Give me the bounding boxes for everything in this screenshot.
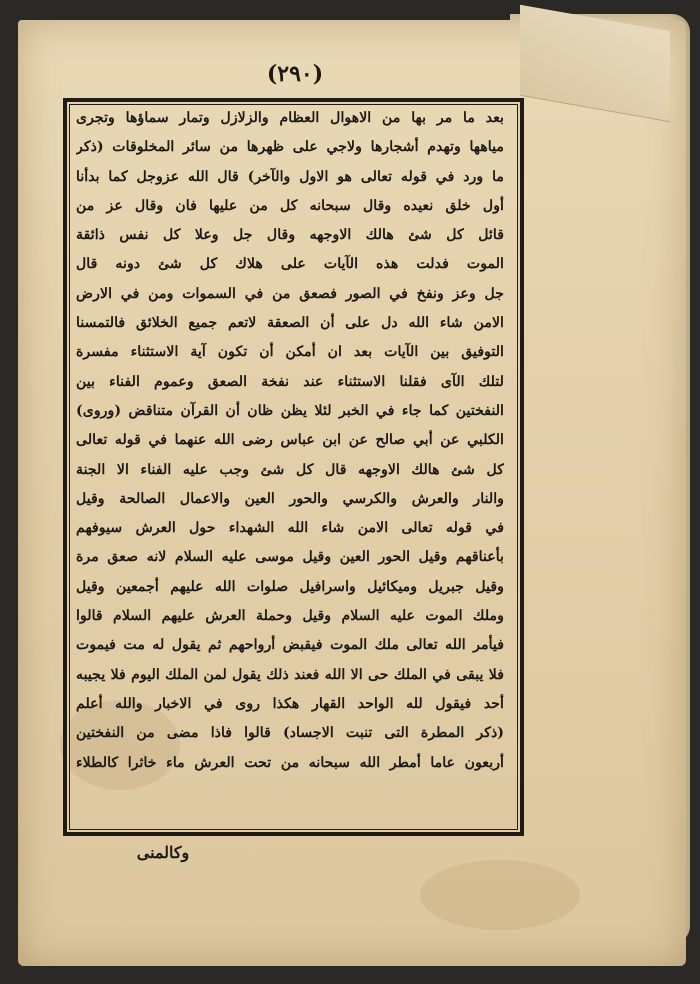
text-line: الموت فدلت هذه الآيات على هلاك كل شئ دونه قال — [76, 256, 504, 273]
text-line: بأعناقهم وقيل الحور العين وقيل موسى عليه السلام لانه صعق مرة — [76, 549, 504, 566]
text-line: أحد فيقول لله الواحد القهار هكذا روى في الاخبار والله أعلم — [76, 695, 504, 712]
text-line: (ذكر المطرة التى تنبت الاجساد) قالوا فاذا مضى من النفختين — [76, 725, 504, 742]
catchword: وكالمنى — [136, 843, 190, 862]
text-line: كل شئ هالك الاوجهه قال كل شئ وجب عليه الفناء الا الجنة — [76, 461, 504, 478]
text-line: أول خلق نعيده وقال سبحانه كل من عليها فان وقال عز من — [76, 197, 504, 214]
text-line: وملك الموت عليه السلام وقيل وحملة العرش عليهم السلام قالوا — [76, 608, 504, 625]
page-number: (٢٩٠) — [266, 61, 324, 87]
text-line: والنار والعرش والكرسي والحور العين والاعمال الصالحة وقيل — [76, 490, 504, 507]
text-line: فلا يبقى في الملك حى الا الله فعند ذلك يقول لمن الملك اليوم فلا يجيبه — [76, 666, 504, 683]
text-line: وقيل جبريل وميكائيل واسرافيل صلوات الله عليهم أجمعين وقيل — [76, 578, 504, 595]
text-line: مياهها وتهدم أشجارها ولاجي على ظهرها من سائر المخلوقات (ذكر — [76, 139, 504, 156]
main-text — [76, 104, 504, 822]
text-line: التوفيق بين الآيات بعد ان أمكن أن تكون آية الاستثناء مفسرة — [76, 344, 504, 361]
text-line: لتلك الآى فقلنا الاستثناء عند نفخة الصعق وعموم الفناء بين — [76, 373, 504, 390]
text-line: الامن شاء الله دل على أن الصعقة لاتعم جميع الخلائق فالتمسنا — [76, 315, 504, 332]
text-line: فيأمر الله تعالى ملك الموت فيقبض أرواحهم ثم يقول له مت فيموت — [76, 637, 504, 654]
text-line: في قوله تعالى الامن شاء الله الشهداء حول العرش سيوفهم — [76, 520, 504, 537]
text-line: جل وعز ونفخ في الصور فصعق من في السموات ومن في الارض — [76, 285, 504, 302]
paper-stain — [420, 860, 580, 930]
text-line: قائل كل شئ هالك الاوجهه وقال جل وعلا كل نفس ذائقة — [76, 227, 504, 244]
text-line: بعد ما مر بها من الاهوال العظام والزلازل وتمار سماؤها وتجرى — [76, 110, 504, 126]
text-line: أربعون عاما أمطر الله سبحانه من تحت العرش ماء خاثرا كالطلاء — [76, 754, 504, 771]
text-line: الكلبي عن أبي صالح عن ابن عباس رضى الله عنهما في قوله تعالى — [76, 432, 504, 449]
text-line: النفختين كما جاء في الخبر لئلا يظن ظان أن القرآن متناقض (وروى) — [76, 402, 504, 419]
text-line: ما ورد في قوله تعالى هو الاول والآخر) قال الله عزوجل كما بدأنا — [76, 168, 504, 185]
